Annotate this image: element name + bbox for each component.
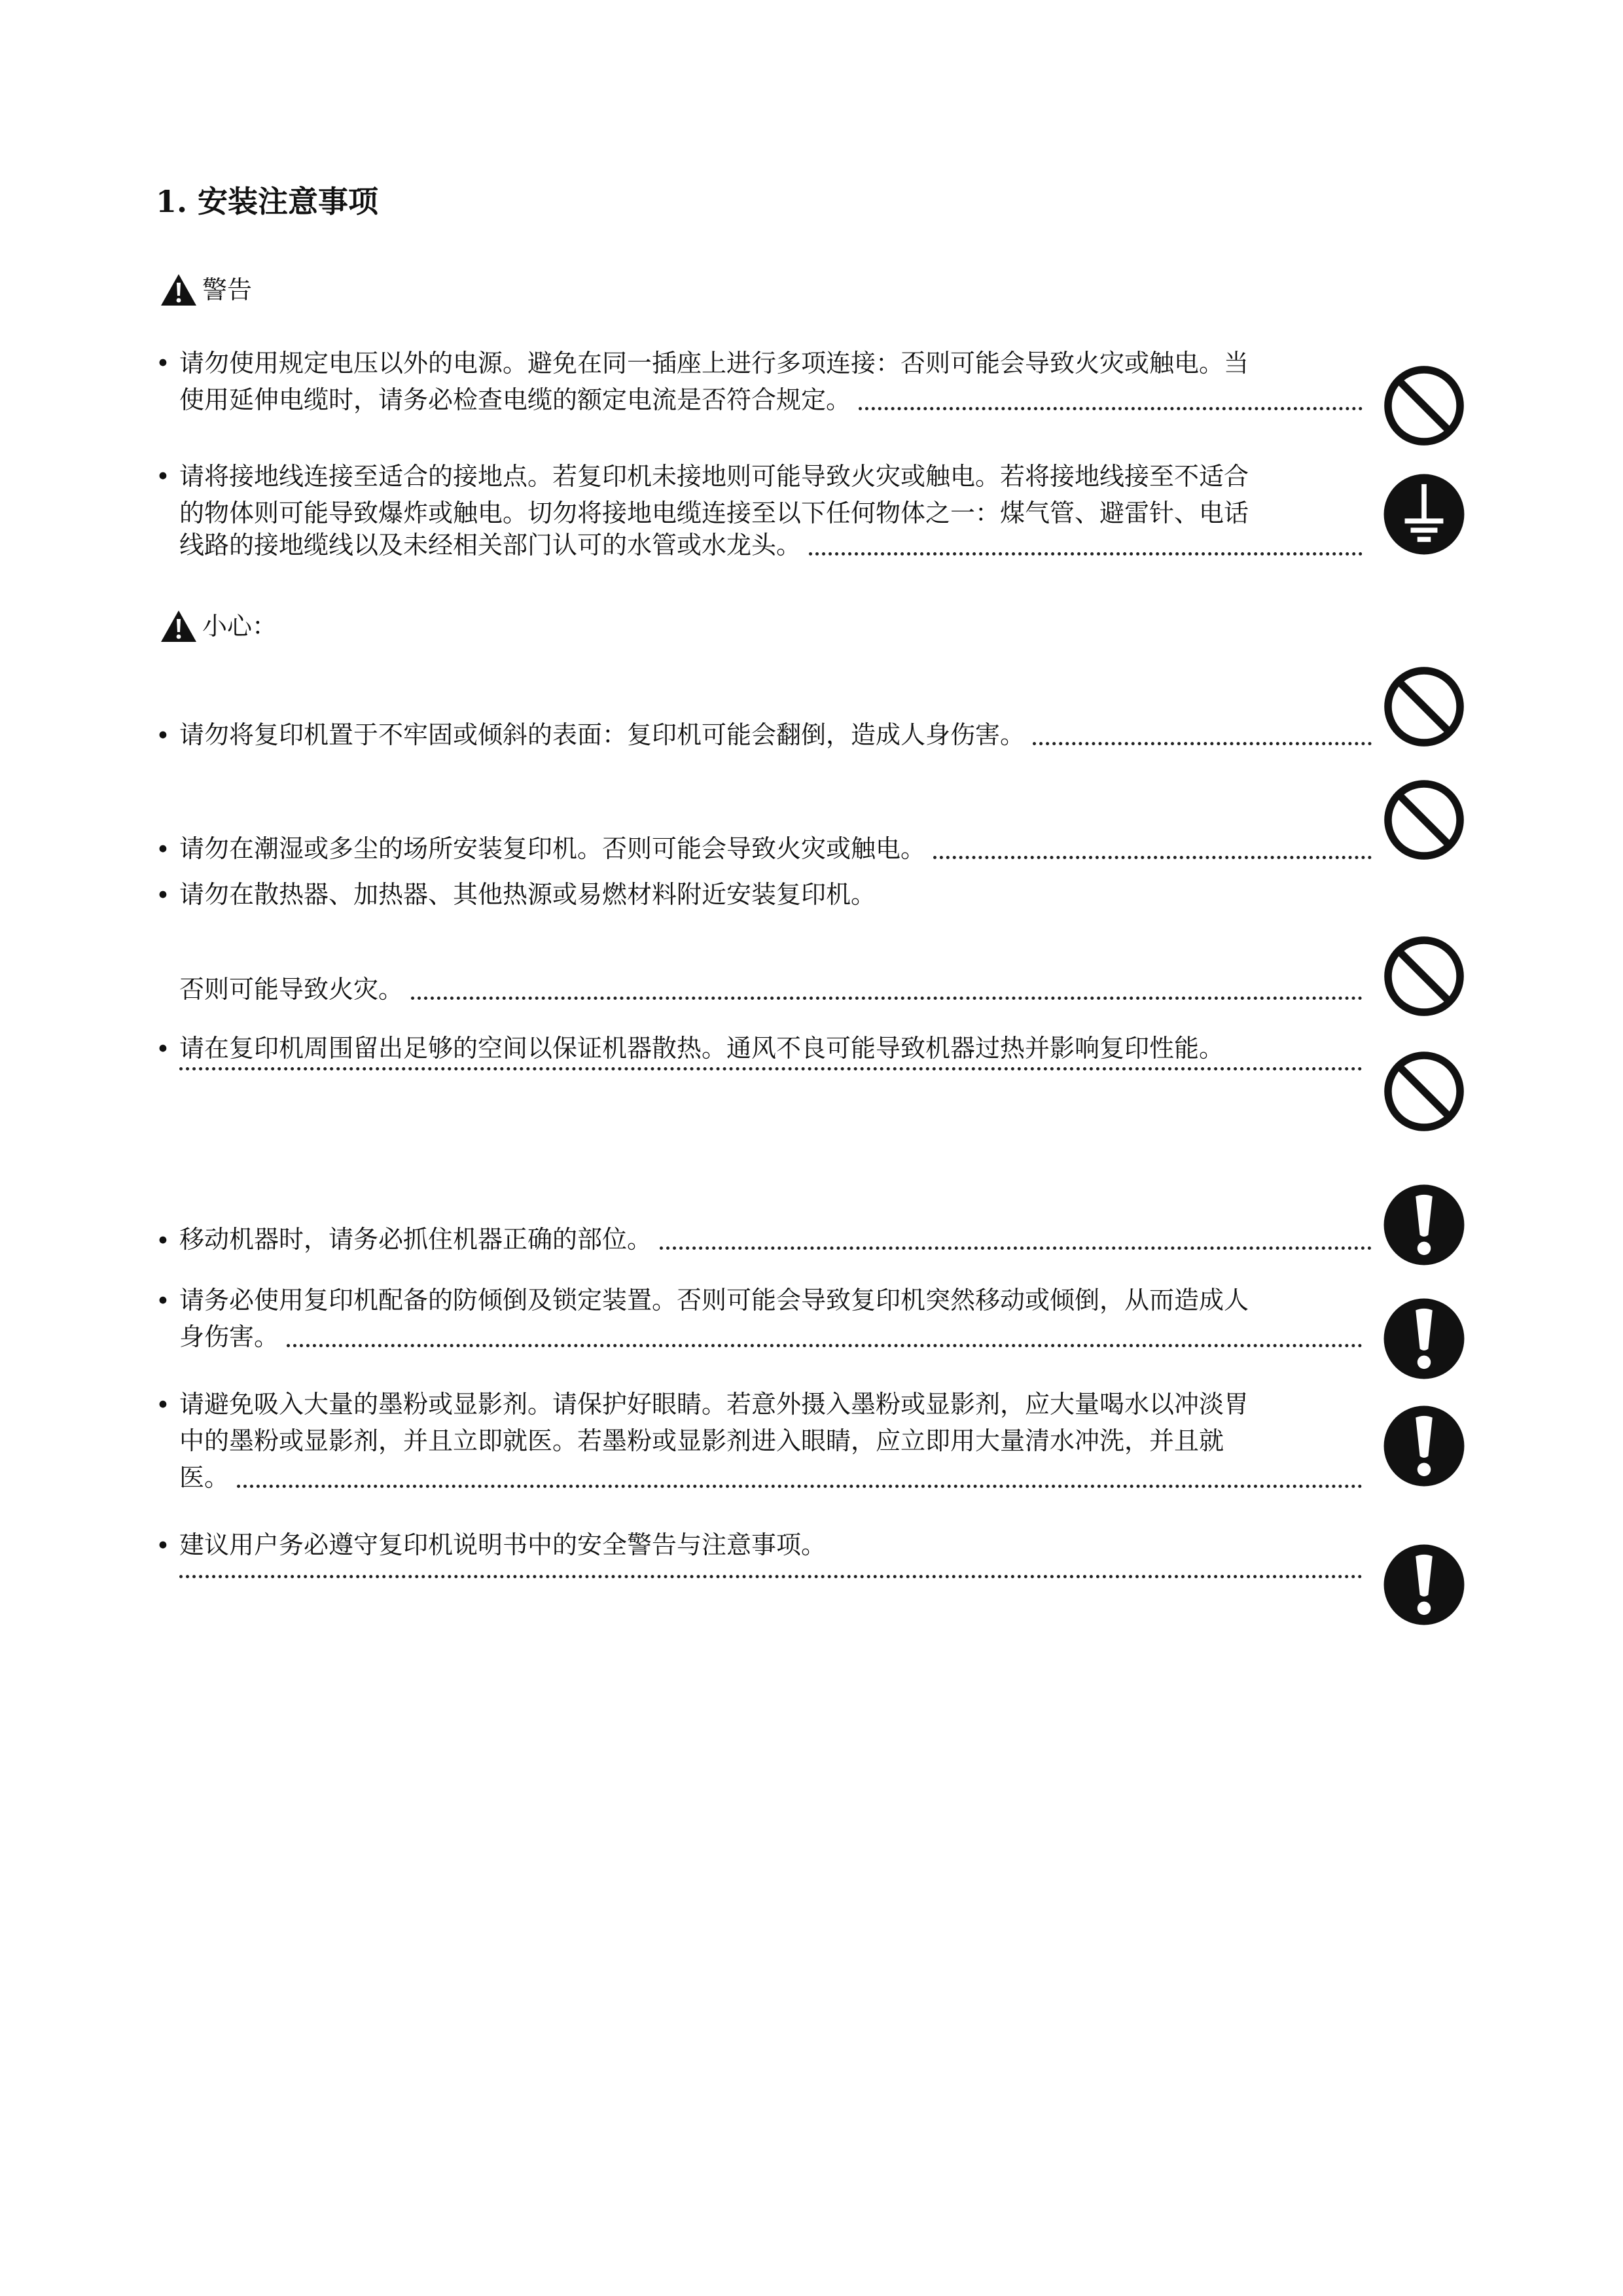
caution-item-7-line-3-text: 医。 [179, 1463, 230, 1492]
caution-item-7-line-2: 中的墨粉或显影剂，并且立即就医。若墨粉或显影剂进入眼睛，应立即用大量清水冲洗，并且就 [179, 1426, 1224, 1455]
caution-item-5 [179, 1221, 1372, 1258]
dot-leader [809, 552, 1363, 556]
warning-item-2-line-1: 请将接地线连接至适合的接地点。若复印机未接地则可能导致火灾或触电。若将接地线接至不适合 [179, 462, 1249, 491]
page-title: 1. 安装注意事项 [156, 184, 379, 219]
caution-item-1 [179, 716, 1372, 753]
warning-item-2-line-3-text: 线路的接地缆线以及未经相关部门认可的水管或水龙头。 [179, 531, 802, 559]
warning-heading [159, 272, 252, 308]
caution-item-4-line-1: 请在复印机周围留出足够的空间以保证机器散热。通风不良可能导致机器过热并影响复印性能。 [179, 1034, 1224, 1063]
mandatory-icon [1382, 1183, 1466, 1267]
caution-item-8-leader [179, 1566, 1363, 1586]
mandatory-icon [1382, 1404, 1466, 1488]
caution-item-6-line-1: 请务必使用复印机配备的防倾倒及锁定装置。否则可能会导致复印机突然移动或倾倒，从而造成人 [179, 1286, 1249, 1315]
prohibition-icon [1382, 934, 1466, 1018]
dot-leader [933, 856, 1372, 859]
bullet: • [156, 349, 170, 378]
bullet: • [156, 836, 170, 864]
warning-item-2-line-3 [179, 527, 1363, 563]
caution-heading [159, 609, 277, 644]
caution-item-6-line-2 [179, 1318, 1363, 1355]
warning-item-1-line-1: 请勿使用规定电压以外的电源。避免在同一插座上进行多项连接：否则可能会导致火灾或触电。当 [179, 349, 1249, 378]
dot-leader [660, 1246, 1372, 1250]
bullet: • [156, 881, 170, 910]
prohibition-icon [1382, 364, 1466, 448]
caution-item-3-line-1: 请勿在散热器、加热器、其他热源或易燃材料附近安装复印机。 [179, 880, 876, 909]
caution-item-7-line-3 [179, 1459, 1363, 1496]
caution-item-3-line-2-text: 否则可能导致火灾。 [179, 975, 404, 1004]
caution-item-6-line-2-text: 身伤害。 [179, 1322, 279, 1351]
caution-item-2 [179, 830, 1372, 867]
ground-icon [1382, 472, 1466, 556]
caution-item-8-line-1: 建议用户务必遵守复印机说明书中的安全警告与注意事项。 [179, 1530, 827, 1559]
caution-item-7-line-1: 请避免吸入大量的墨粉或显影剂。请保护好眼睛。若意外摄入墨粉或显影剂，应大量喝水以冲淡胃 [179, 1390, 1249, 1419]
prohibition-icon [1382, 778, 1466, 862]
caution-item-1-text: 请勿将复印机置于不牢固或倾斜的表面：复印机可能会翻倒，造成人身伤害。 [179, 720, 1026, 749]
dot-leader [1033, 742, 1372, 745]
warning-triangle-icon [159, 272, 198, 308]
bullet: • [156, 1391, 170, 1419]
bullet: • [156, 1532, 170, 1560]
caution-item-2-text: 请勿在潮湿或多尘的场所安装复印机。否则可能会导致火灾或触电。 [179, 834, 926, 863]
dot-leader [287, 1344, 1363, 1347]
prohibition-icon [1382, 665, 1466, 749]
caution-item-4-leader [179, 1059, 1363, 1078]
dot-leader [179, 1575, 1363, 1578]
caution-item-5-text: 移动机器时，请务必抓住机器正确的部位。 [179, 1225, 652, 1254]
bullet: • [156, 463, 170, 491]
warning-triangle-icon [159, 609, 198, 644]
bullet: • [156, 1227, 170, 1255]
dot-leader [237, 1485, 1363, 1488]
dot-leader [859, 407, 1363, 410]
warning-item-1-line-2-text: 使用延伸电缆时，请务必检查电缆的额定电流是否符合规定。 [179, 385, 851, 414]
prohibition-icon [1382, 1050, 1466, 1133]
warning-item-1-line-2 [179, 381, 1363, 418]
caution-label: 小心： [202, 612, 277, 641]
mandatory-icon [1382, 1543, 1466, 1627]
caution-item-3-line-2 [179, 971, 1363, 1008]
dot-leader [411, 997, 1363, 1000]
warning-label: 警告 [202, 275, 253, 304]
bullet: • [156, 1035, 170, 1063]
bullet: • [156, 1287, 170, 1315]
dot-leader [179, 1067, 1363, 1070]
mandatory-icon [1382, 1297, 1466, 1381]
bullet: • [156, 722, 170, 750]
warning-item-2-line-2: 的物体则可能导致爆炸或触电。切勿将接地电缆连接至以下任何物体之一：煤气管、避雷针、电话 [179, 499, 1249, 527]
